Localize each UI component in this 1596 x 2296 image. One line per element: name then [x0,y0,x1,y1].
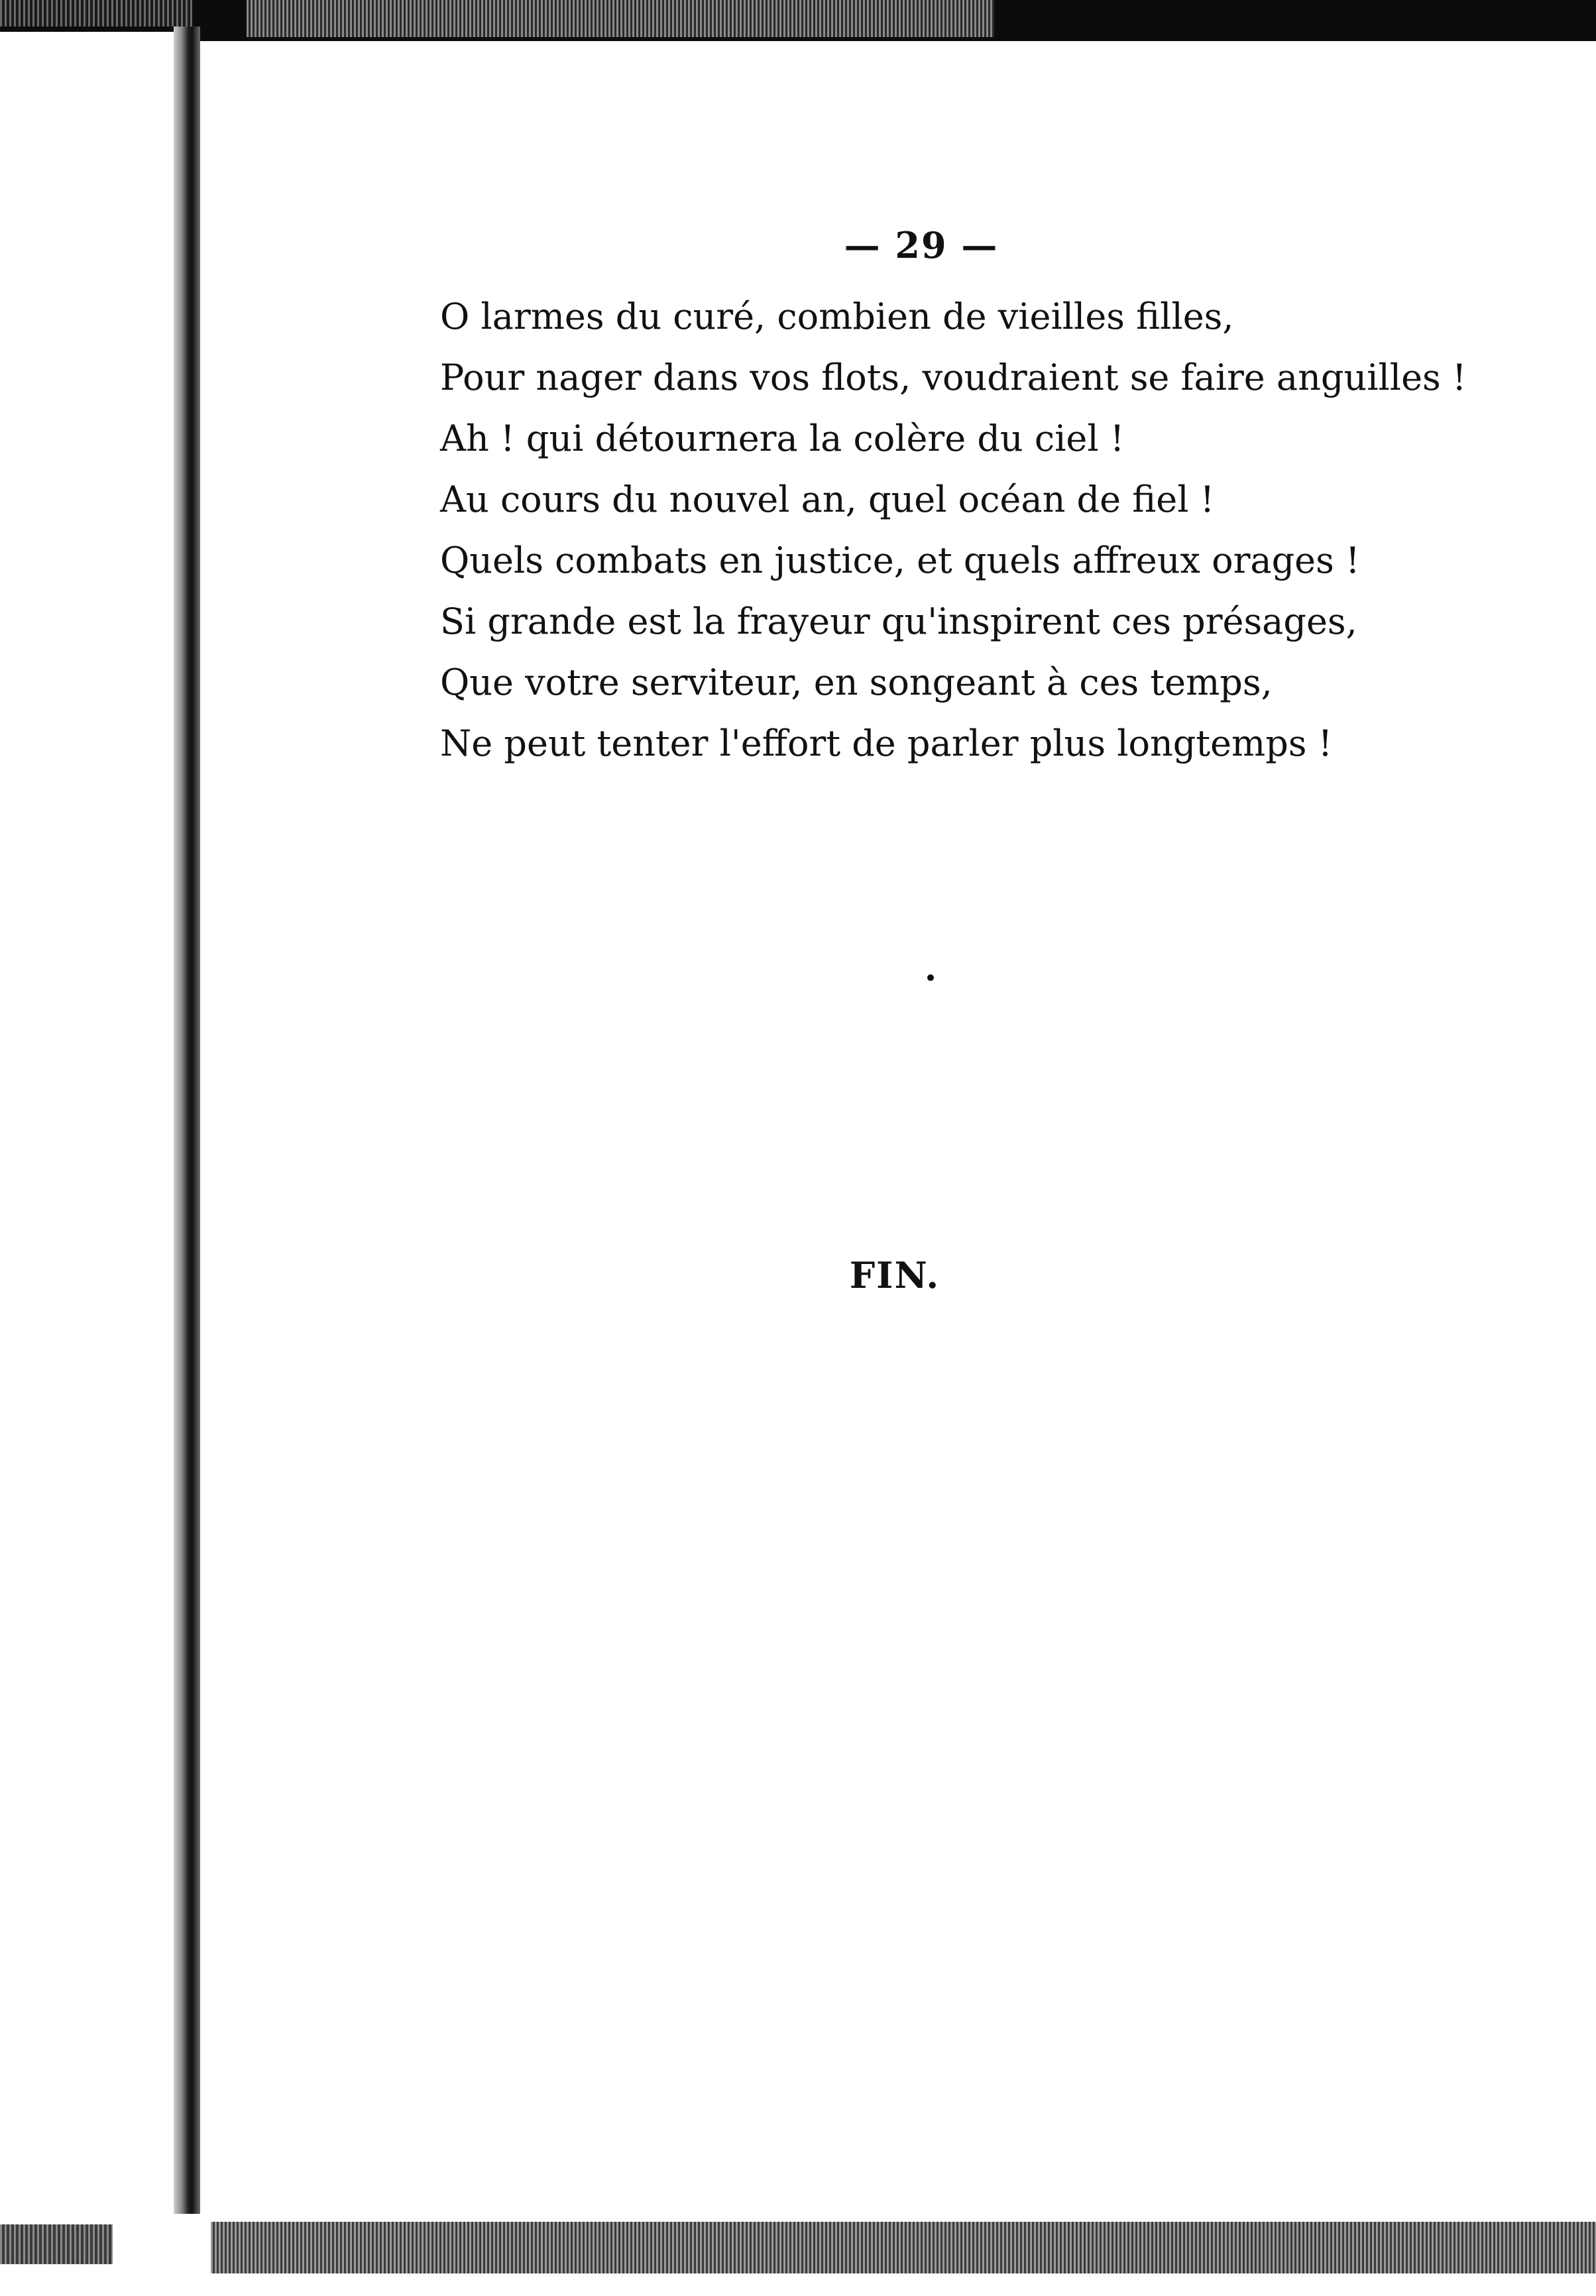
scan-hatch-bottom-right [211,2222,1596,2273]
ink-speck [927,974,934,981]
poem-line: Ne peut tenter l'effort de parler plus longtemps ! [440,722,1333,764]
poem-stanza [440,286,1474,774]
page-number: — 29 — [844,224,999,266]
poem-line: O larmes du curé, combien de vieilles filles, [440,296,1234,337]
scan-hatch-top-left [0,0,192,27]
poem-line: Que votre serviteur, en songeant à ces temps, [440,661,1273,703]
scan-hatch-top-right [247,0,994,37]
left-page-edge [0,32,176,2212]
poem-line: Quels combats en justice, et quels affreux orages ! [440,540,1360,581]
poem-line: Pour nager dans vos flots, voudraient se faire anguilles ! [440,357,1467,398]
end-mark: FIN. [849,1254,940,1296]
book-binding [174,27,200,2214]
scan-hatch-bottom-left [0,2224,113,2264]
poem-line: Si grande est la frayeur qu'inspirent ces présages, [440,601,1357,642]
poem-line: Au cours du nouvel an, quel océan de fiel ! [440,479,1215,520]
poem-line: Ah ! qui détournera la colère du ciel ! [440,418,1125,459]
